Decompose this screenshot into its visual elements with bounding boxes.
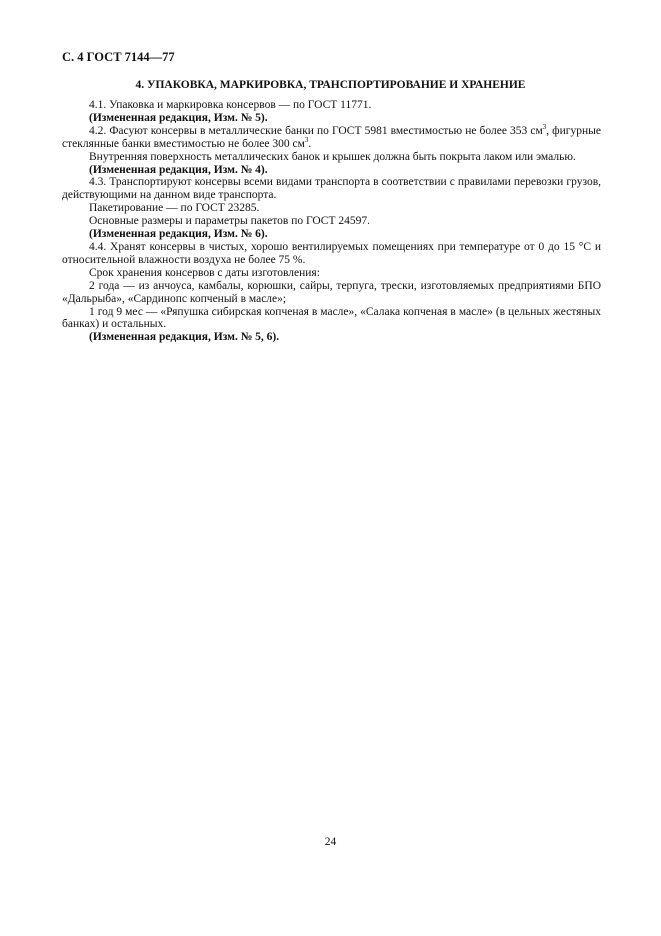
section-title: 4. УПАКОВКА, МАРКИРОВКА, ТРАНСПОРТИРОВАНИЕ И ХРАНЕНИЕ	[135, 79, 526, 91]
paragraph-one-year-nine-months: 1 год 9 мес — «Ряпушка сибирская копченая в масле», «Салака копченая в масле» (в цельных жестяных банках) и остальных.	[62, 305, 601, 331]
paragraph-4-3: 4.3. Транспортируют консервы всеми видами транспорта в соответствии с правилами перевозки грузов, действующими на данном виде транспорта.	[62, 176, 601, 202]
paragraph-4-2-text-a: 4.2. Фасуют консервы в металлические банки по ГОСТ 5981 вместимостью не более 353 см	[89, 124, 543, 137]
amendment-note: (Измененная редакция, Изм. № 5, 6).	[89, 331, 280, 344]
paragraph-two-years: 2 года — из анчоуса, камбалы, корюшки, сайры, терпуга, трески, изготовляемых предприятиями БПО «Дальрыба», «Сардинопс копченый в масле»;	[62, 279, 601, 305]
paragraph-package-params: Основные размеры и параметры пакетов по ГОСТ 24597.	[89, 215, 370, 228]
paragraph-packaging: Пакетирование — по ГОСТ 23285.	[89, 202, 260, 215]
page-number: 24	[324, 836, 337, 848]
paragraph-4-2-text-b: , фигурные стеклянные банки вместимостью не более 300 см	[62, 124, 601, 150]
section-body	[62, 99, 601, 344]
page-header: С. 4 ГОСТ 7144—77	[62, 50, 175, 64]
paragraph-4-2	[62, 122, 601, 151]
amendment-note: (Измененная редакция, Изм. № 6).	[89, 228, 268, 241]
amendment-note: (Измененная редакция, Изм. № 5).	[89, 111, 268, 124]
superscript-cubic: 3	[542, 122, 547, 131]
paragraph-coating: Внутренняя поверхность металлических банок и крышек должна быть покрыта лаком или эмалью.	[89, 150, 576, 163]
amendment-note: (Измененная редакция, Изм. № 4).	[89, 163, 268, 176]
paragraph-storage-term: Срок хранения консервов с даты изготовления:	[89, 266, 320, 279]
paragraph-4-4: 4.4. Хранят консервы в чистых, хорошо вентилируемых помещениях при температуре от 0 до 15 °С и относительной влажности воздуха не более 75 %.	[62, 240, 601, 266]
superscript-cubic: 3	[304, 135, 309, 144]
paragraph-4-1: 4.1. Упаковка и маркировка консервов — по ГОСТ 11771.	[89, 99, 372, 111]
paragraph-4-2-text-c: .	[308, 137, 312, 150]
